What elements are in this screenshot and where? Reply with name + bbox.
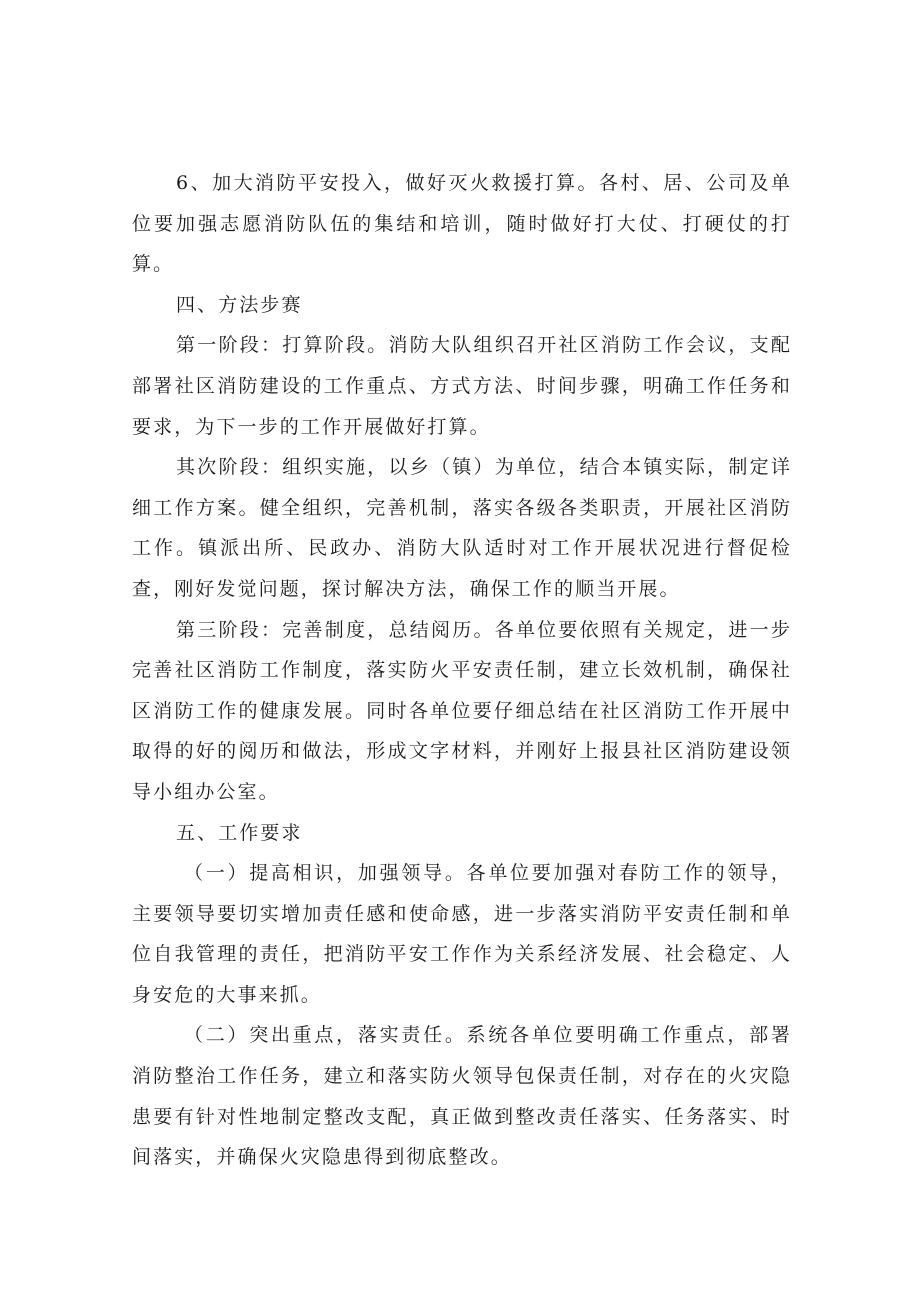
paragraph-requirement-two: （二）突出重点，落实责任。系统各单位要明确工作重点，部署消防整治工作任务，建立和落实防火领导包保责任制，对存在的火灾隐患要有针对性地制定整改支配，真正做到整改责任落实、任务落实、时间落实，并确保火灾隐患得到彻底整改。: [132, 1024, 792, 1169]
paragraph-item-6: 6、加大消防平安投入，做好灭火救援打算。各村、居、公司及单位要加强志愿消防队伍的集结和培训，随时做好打大仗、打硬仗的打算。: [132, 172, 792, 276]
section-heading-requirements: 五、工作要求: [176, 821, 303, 844]
paragraph-stage-one: 第一阶段：打算阶段。消防大队组织召开社区消防工作会议，支配部署社区消防建设的工作重点、方式方法、时间步骤，明确工作任务和要求，为下一步的工作开展做好打算。: [132, 334, 792, 438]
paragraph-stage-two: 其次阶段：组织实施，以乡（镇）为单位，结合本镇实际，制定详细工作方案。健全组织，完善机制，落实各级各类职责，开展社区消防工作。镇派出所、民政办、消防大队适时对工作开展状况进行督促检查，刚好发觉问题，探讨解决方法，确保工作的顺当开展。: [132, 456, 792, 600]
paragraph-stage-three: 第三阶段：完善制度，总结阅历。各单位要依照有关规定，进一步完善社区消防工作制度，落实防火平安责任制，建立长效机制，确保社区消防工作的健康发展。同时各单位要仔细总结在社区消防工作开展中取得的好的阅历和做法，形成文字材料，并刚好上报县社区消防建设领导小组办公室。: [132, 618, 792, 803]
section-heading-methods: 四、方法步赛: [176, 293, 303, 316]
paragraph-requirement-one: （一）提高相识，加强领导。各单位要加强对春防工作的领导，主要领导要切实增加责任感和使命感，进一步落实消防平安责任制和单位自我管理的责任，把消防平安工作作为关系经济发展、社会稳定、人身安危的大事来抓。: [132, 862, 792, 1006]
document-body: [132, 163, 792, 1178]
